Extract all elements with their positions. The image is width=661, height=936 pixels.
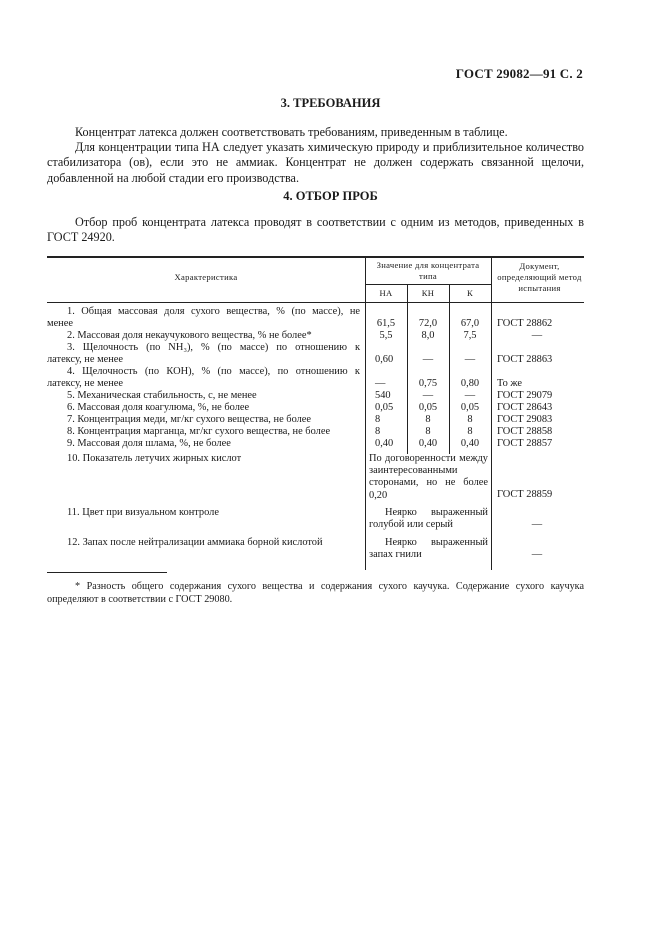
section-3-paragraph-1: Концентрат латекса должен соответствовать требованиям, приведенным в таблице. [75,125,508,139]
row-9-doc: ГОСТ 28857 [497,438,553,449]
row-11-value: Неярко выраженный голубой или серый [369,507,488,531]
column-divider [491,256,492,570]
row-6-kn: 0,05 [418,402,438,413]
row-4-kn: 0,75 [418,378,438,389]
row-3-doc: ГОСТ 28863 [497,354,553,365]
row-8-doc: ГОСТ 28858 [497,426,553,437]
page-header: ГОСТ 29082—91 С. 2 [455,66,583,81]
row-6-na: 0,05 [375,402,394,413]
row-2-na: 5,5 [379,330,393,341]
row-11-doc: — [531,519,543,530]
row-8-k: 8 [467,426,473,437]
row-10-doc: ГОСТ 28859 [497,489,553,500]
header-type-na: НА [379,288,393,298]
row-1-na: 61,5 [376,318,396,329]
row-3-label-line-2: латексу, не менее [47,354,124,365]
row-7-kn: 8 [425,414,431,425]
row-7-doc: ГОСТ 29083 [497,414,553,425]
row-8-label: 8. Концентрация марганца, мг/кг сухого вещества, не более [67,426,331,437]
row-3-k: — [464,354,476,365]
row-1-label-line-2: менее [47,318,73,329]
table-top-rule [47,256,584,258]
row-12-label: 12. Запах после нейтрализации аммиака борной кислотой [67,537,323,548]
row-9-label: 9. Массовая доля шлама, %, не более [67,438,231,449]
row-10-label: 10. Показатель летучих жирных кислот [67,453,242,464]
footnote-rule [47,572,167,573]
row-3-na: 0,60 [375,354,394,365]
table-header-rule [47,302,584,303]
row-5-kn: — [422,390,434,401]
row-6-label: 6. Массовая доля коагулюма, %, не более [67,402,250,413]
row-5-doc: ГОСТ 29079 [497,390,553,401]
row-9-k: 0,40 [460,438,480,449]
row-7-na: 8 [375,414,381,425]
section-4-text [47,215,584,245]
section-3-text [47,125,584,186]
row-8-kn: 8 [425,426,431,437]
row-2-label: 2. Массовая доля некаучукового вещества, % не более* [67,330,312,341]
section-3-title: 3. ТРЕБОВАНИЯ [280,96,381,110]
section-4-title: 4. ОТБОР ПРОБ [283,189,378,203]
row-6-doc: ГОСТ 28643 [497,402,553,413]
row-5-na: 540 [375,390,391,401]
row-5-k: — [464,390,476,401]
row-1-k: 67,0 [460,318,480,329]
row-1-doc: ГОСТ 28862 [497,318,553,329]
row-11-label: 11. Цвет при визуальном контроле [67,507,219,518]
requirements-table [47,256,584,570]
type-subheader-rule [365,284,491,285]
header-characteristic: Характеристика [174,272,238,282]
row-2-doc: — [531,330,543,341]
column-divider [365,256,366,570]
footnote-text: * Разность общего содержания сухого вещества и содержания сухого каучука. Содержание сухого каучука определяют в соответствии с ГОСТ 29080. [47,581,584,605]
row-2-k: 7,5 [463,330,477,341]
row-4-na: — [375,378,386,389]
header-type-k: К [466,288,474,298]
row-1-kn: 72,0 [418,318,438,329]
row-7-k: 8 [467,414,473,425]
section-4-paragraph-1: Отбор проб концентрата латекса проводят в соответствии с одним из методов, приведенных в ГОСТ 24920. [47,215,584,245]
row-2-kn: 8,0 [421,330,435,341]
row-3-kn: — [422,354,434,365]
row-9-na: 0,40 [375,438,394,449]
row-6-k: 0,05 [460,402,480,413]
row-3-label-line-1: 3. Щелочность (по NH₃), % (по массе) по отношению к [67,342,360,353]
row-5-label: 5. Механическая стабильность, с, не менее [67,390,257,401]
footnote [47,580,584,606]
row-9-kn: 0,40 [418,438,438,449]
row-8-na: 8 [375,426,381,437]
header-document: Документ, определяющий метод испытания [497,261,582,293]
section-3-paragraph-2: Для концентрации типа НА следует указать химическую природу и приблизительное количество стабилизатора (ов), если это не аммиак. Концентрат не должен содержать связанной щелочи, добавленной на любой стадии его производства. [47,140,584,185]
row-4-doc: То же [497,378,523,389]
row-4-k: 0,80 [460,378,480,389]
row-10-value: По договоренности между заинтересованными сторонами, но не более 0,20 [369,453,488,501]
row-1-label-line-1: 1. Общая массовая доля сухого вещества, % (по массе), не [67,306,360,317]
row-7-label: 7. Концентрация меди, мг/кг сухого вещества, не более [67,414,312,425]
row-12-value: Неярко выраженный запах гнили [369,537,488,561]
row-4-label-line-2: латексу, не менее [47,378,124,389]
header-value-group: Значение для концентрата типа [376,260,480,281]
header-type-kn: КН [421,288,435,298]
row-12-doc: — [531,549,543,560]
row-4-label-line-1: 4. Щелочность (по КОН), % (по массе), по отношению к [67,366,360,377]
